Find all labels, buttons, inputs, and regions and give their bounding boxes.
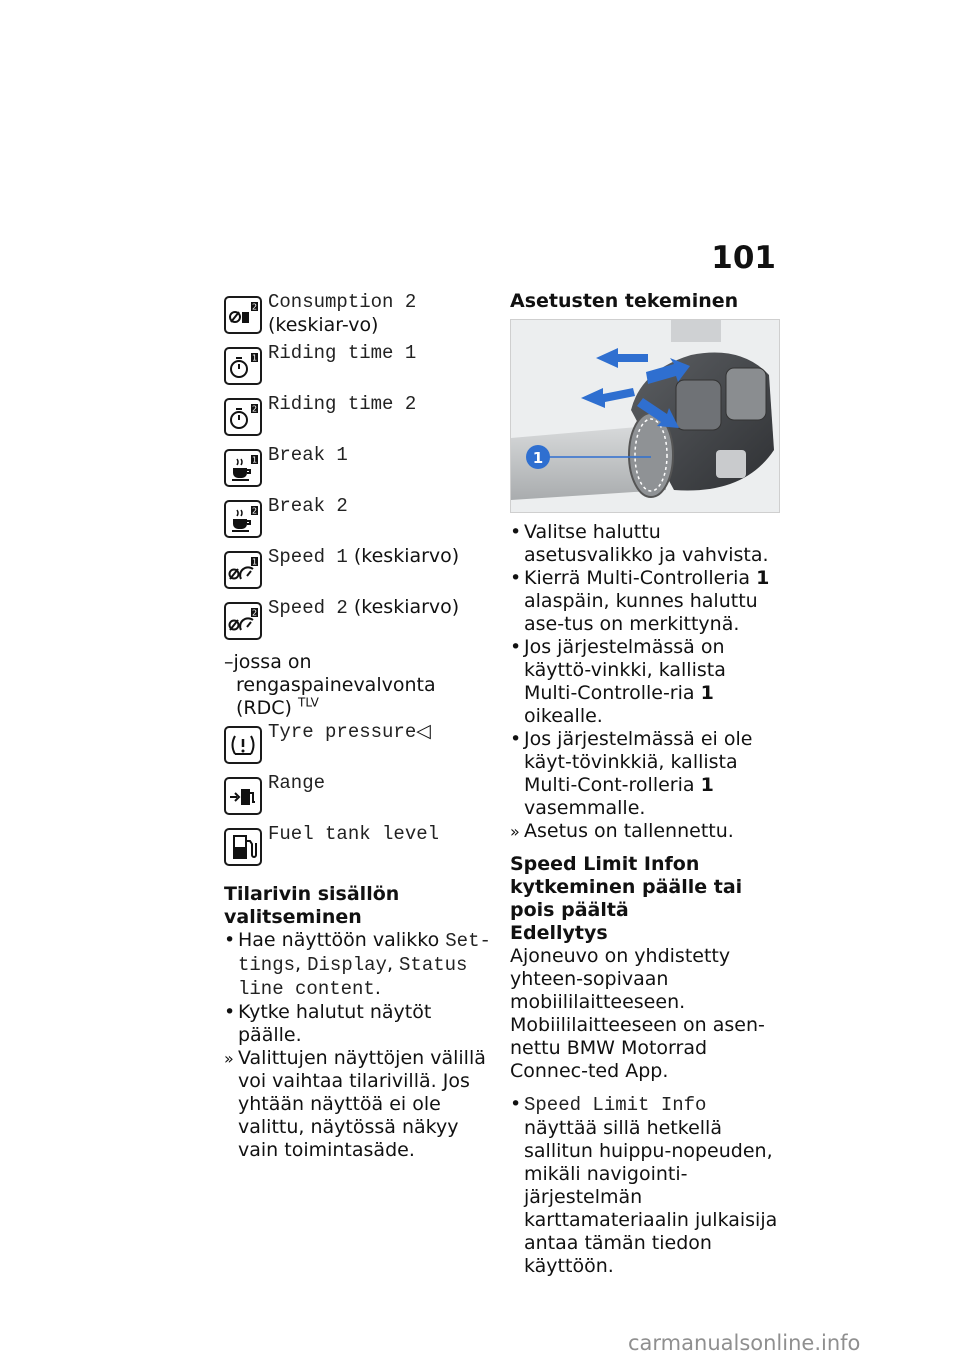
display-entry-riding-time-1 (224, 341, 492, 392)
entry-mono: Riding time 1 (268, 342, 417, 364)
entry-mono: Speed 1 (268, 546, 348, 568)
step-end: . (374, 977, 381, 999)
svg-text:2: 2 (251, 404, 258, 414)
range-icon (224, 777, 262, 815)
settings-step-2 (510, 567, 782, 636)
handlebar-illustration (511, 320, 779, 512)
menu-settings: Set-tings (238, 930, 491, 976)
separator: , (386, 953, 400, 975)
display-entry-consumption-2 (224, 290, 492, 341)
entry-mono: Range (268, 772, 326, 794)
speed-1-icon (224, 551, 262, 589)
entry-mono: Speed 2 (268, 597, 348, 619)
prerequisite-text: Ajoneuvo on yhdistetty yhteen-sopivaan mobiililaitteeseen. Mobiililaitteeseen on asen-nettu BMW Motorrad Connec-ted App. (510, 945, 765, 1082)
display-entry-speed-1 (224, 545, 492, 596)
step-text: oikealle. (524, 705, 603, 727)
entry-text: ◁ (416, 720, 431, 742)
entry-text: (keskiarvo) (347, 545, 460, 567)
rdc-text: –jossa on rengaspainevalvonta (RDC) (224, 651, 436, 719)
display-entry-break-1 (224, 443, 492, 494)
status-step-2: • Kytke halutut näytöt päälle. (224, 1001, 492, 1047)
settings-heading: Asetusten tekeminen (510, 290, 739, 312)
step-text: alaspäin, kunnes haluttu ase-tus on merkittynä. (524, 590, 758, 635)
entry-mono: Tyre pressure (268, 721, 417, 743)
figure-callout-1: 1 (532, 449, 544, 467)
consumption-2-icon (224, 296, 262, 334)
watermark: carmanualsonline.info (628, 1331, 861, 1355)
svg-text:1: 1 (251, 353, 258, 363)
speed-2-icon (224, 602, 262, 640)
callout-ref: 1 (756, 567, 770, 589)
break-1-icon (224, 449, 262, 487)
tyre-pressure-icon (224, 726, 262, 764)
display-entry-fuel-tank-level (224, 822, 492, 873)
rdc-condition (224, 651, 492, 720)
speed-limit-info-mono: Speed Limit Info (524, 1094, 707, 1116)
svg-text:1: 1 (251, 557, 258, 567)
left-column (224, 290, 492, 1162)
entry-mono: Break 1 (268, 444, 348, 466)
settings-step-1: • Valitse haluttu asetusvalikko ja vahvista. (510, 521, 782, 567)
step-text: Jos järjestelmässä on käyttö-vinkki, kallista Multi-Controlle-ria (524, 636, 726, 704)
separator: , (295, 953, 308, 975)
display-entry-tyre-pressure (224, 720, 492, 771)
display-entry-break-2 (224, 494, 492, 545)
svg-text:2: 2 (251, 608, 258, 618)
callout-ref: 1 (700, 774, 714, 796)
page-number: 101 (711, 240, 776, 276)
entry-mono: Consumption 2 (268, 291, 417, 313)
break-2-icon (224, 500, 262, 538)
riding-time-2-icon (224, 398, 262, 436)
step-text: vasemmalle. (524, 797, 646, 819)
prerequisite-heading: Edellytys (510, 922, 608, 944)
settings-step-4 (510, 728, 782, 820)
menu-display: Display (307, 954, 387, 976)
display-entry-range (224, 771, 492, 822)
fuel-tank-icon (224, 828, 262, 866)
multi-controller-figure (510, 319, 780, 513)
step-text: Kierrä Multi-Controlleria (524, 567, 757, 589)
step-text: Jos järjestelmässä ei ole käyt-tövinkkiä, kallista Multi-Cont-rolleria (524, 728, 753, 796)
settings-result: » Asetus on tallennettu. (510, 820, 782, 843)
entry-mono: Riding time 2 (268, 393, 417, 415)
entry-mono: Break 2 (268, 495, 348, 517)
tlv-superscript: TLV (297, 695, 319, 710)
svg-text:2: 2 (251, 506, 258, 516)
right-column (510, 290, 782, 1278)
menu-status-line-content: Status line content (238, 954, 468, 1000)
status-line-heading: Tilarivin sisällön valitseminen (224, 883, 400, 928)
step-text: Hae näyttöön valikko (238, 929, 446, 951)
display-entry-speed-2 (224, 596, 492, 647)
svg-text:1: 1 (251, 455, 258, 465)
entry-text: (keskiar-vo) (268, 314, 379, 336)
callout-ref: 1 (700, 682, 714, 704)
settings-step-3 (510, 636, 782, 728)
status-result: » Valittujen näyttöjen välillä voi vaihtaa tilarivillä. Jos yhtään näyttöä ei ole valittu, näytössä näkyy vain toimintasäde. (224, 1047, 492, 1162)
speed-limit-info-note (510, 1093, 782, 1278)
status-step-1 (224, 929, 492, 1001)
svg-text:2: 2 (251, 302, 258, 312)
entry-mono: Fuel tank level (268, 823, 440, 845)
note-text: näyttää sillä hetkellä sallitun huippu-nopeuden, mikäli navigointi-järjestelmän karttamateriaalin julkaisija antaa tämän tiedon käyttöön. (524, 1117, 778, 1277)
entry-text: (keskiarvo) (347, 596, 460, 618)
display-entry-riding-time-2 (224, 392, 492, 443)
riding-time-1-icon (224, 347, 262, 385)
speed-limit-heading: Speed Limit Infon kytkeminen päälle tai pois päältä (510, 853, 743, 921)
